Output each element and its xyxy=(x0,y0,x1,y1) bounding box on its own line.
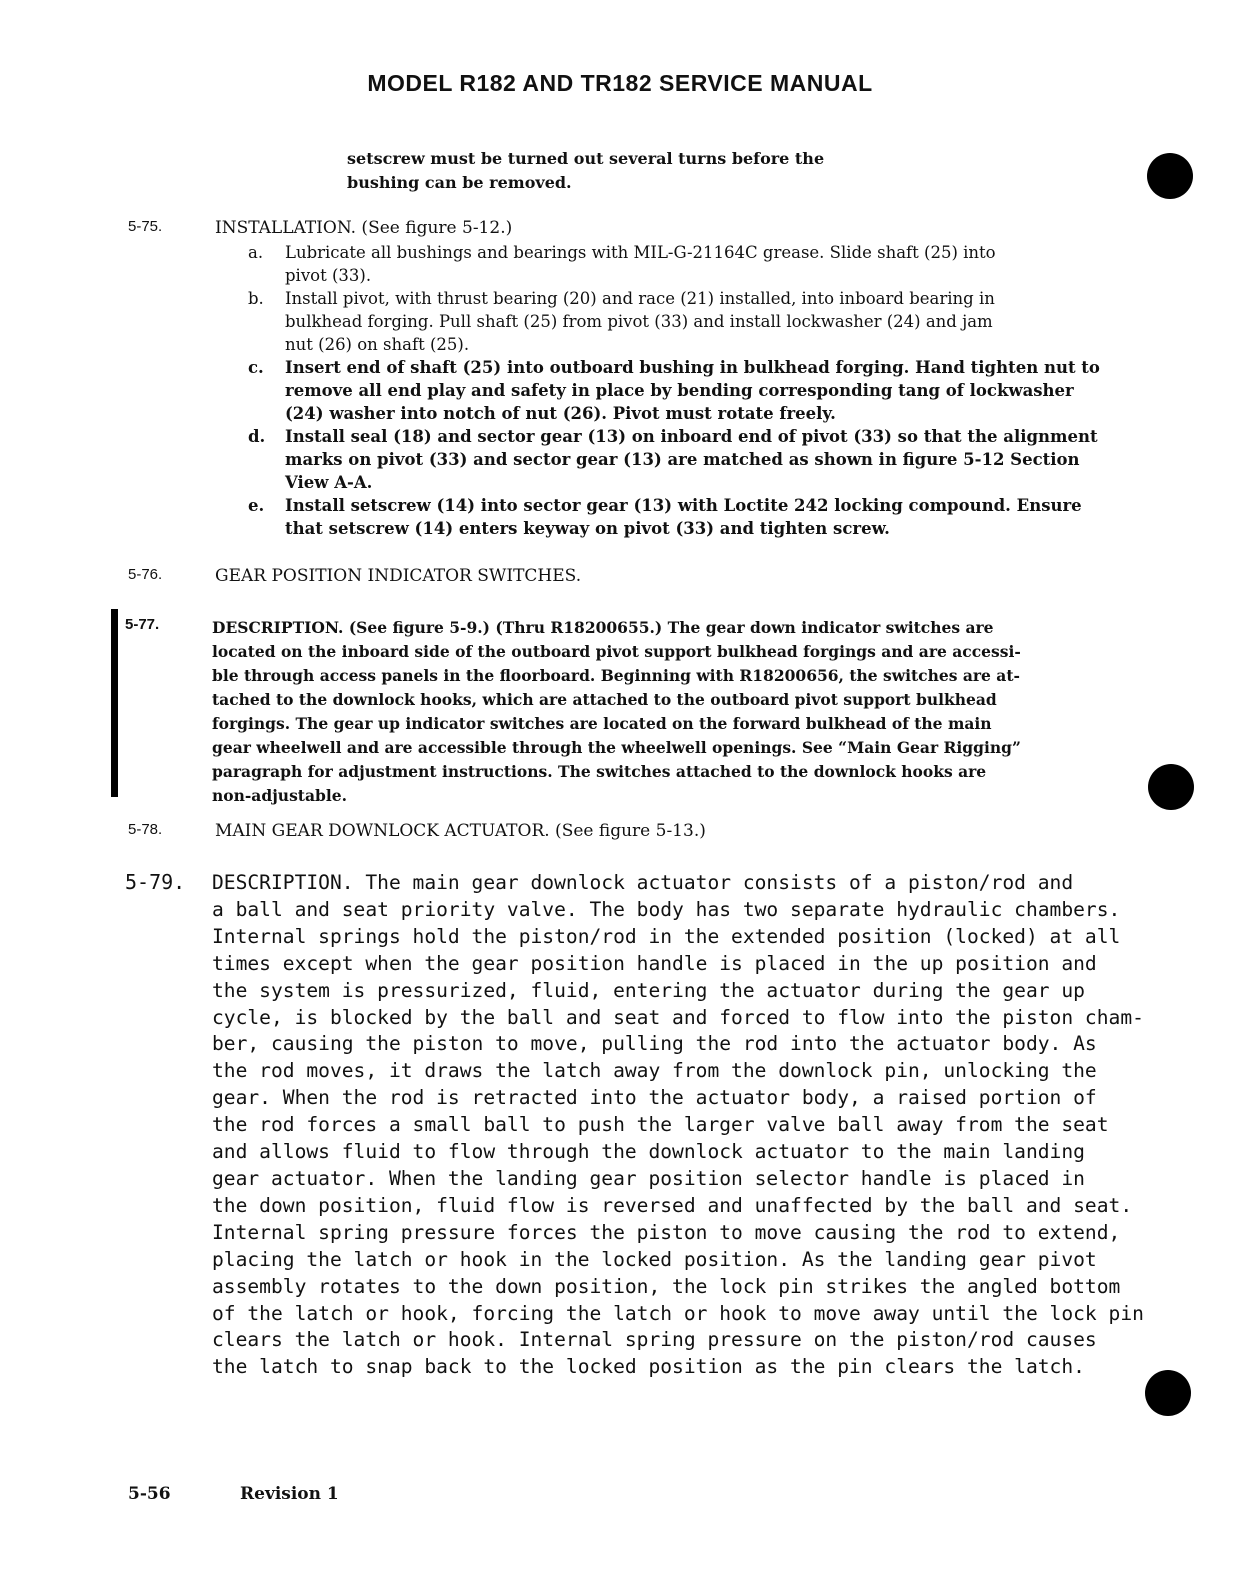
continuation-line: setscrew must be turned out several turns before the xyxy=(347,149,825,168)
section-heading: INSTALLATION. (See figure 5-12.) xyxy=(215,218,513,238)
page-hole-dot xyxy=(1145,1370,1191,1416)
text-line: located on the inboard side of the outboard pivot support bulkhead forgings and are accessi- xyxy=(212,642,1021,661)
step-letter: e. xyxy=(248,496,265,515)
step-item xyxy=(248,356,1128,425)
section-actuator-description xyxy=(125,870,1185,1390)
text-line: paragraph for adjustment instructions. The switches attached to the downlock hooks are xyxy=(212,762,987,781)
page-number: 5-56 xyxy=(128,1484,171,1504)
step-line: that setscrew (14) enters keyway on pivot (33) and tighten screw. xyxy=(285,519,890,538)
step-line: bulkhead forging. Pull shaft (25) from pivot (33) and install lockwasher (24) and jam xyxy=(285,312,993,331)
text-line: ber, causing the piston to move, pulling the rod into the actuator body. As xyxy=(212,1032,1097,1056)
page-hole-dot xyxy=(1148,764,1194,810)
paragraph-number: 5-79. xyxy=(125,870,186,894)
step-line: Lubricate all bushings and bearings with MIL-G-21164C grease. Slide shaft (25) into xyxy=(285,243,996,262)
installation-steps xyxy=(248,241,1128,540)
section-actuator xyxy=(128,821,1148,847)
text-line: DESCRIPTION. The main gear downlock actuator consists of a piston/rod and xyxy=(212,871,1074,894)
text-line: the rod forces a small ball to push the larger valve ball away from the seat xyxy=(212,1113,1109,1137)
section-switches xyxy=(128,566,1148,592)
step-line: Install seal (18) and sector gear (13) on inboard end of pivot (33) so that the alignment xyxy=(285,427,1098,446)
section-installation xyxy=(128,218,1148,548)
text-line: forgings. The gear up indicator switches are located on the forward bulkhead of the main xyxy=(212,714,992,733)
text-line: tached to the downlock hooks, which are attached to the outboard pivot support bulkhead xyxy=(212,690,997,709)
step-line: remove all end play and safety in place by bending corresponding tang of lockwasher xyxy=(285,381,1074,400)
text-line: the latch to snap back to the locked position as the pin clears the latch. xyxy=(212,1355,1085,1379)
step-line: (24) washer into notch of nut (26). Pivot must rotate freely. xyxy=(285,404,836,423)
text-line: the down position, fluid flow is reversed and unaffected by the ball and seat. xyxy=(212,1193,1133,1217)
text-line: clears the latch or hook. Internal spring pressure on the piston/rod causes xyxy=(212,1328,1097,1352)
revision-label: Revision 1 xyxy=(240,1484,339,1504)
text-line: gear wheelwell and are accessible through the wheelwell openings. See “Main Gear Rigging” xyxy=(212,738,1021,757)
step-line: pivot (33). xyxy=(285,266,372,285)
paragraph-number: 5-77. xyxy=(125,616,160,633)
section-heading: MAIN GEAR DOWNLOCK ACTUATOR. (See figure 5-13.) xyxy=(215,821,706,841)
actuator-description-text xyxy=(212,870,1172,1381)
revision-bar xyxy=(111,609,118,797)
section-heading: GEAR POSITION INDICATOR SWITCHES. xyxy=(215,566,582,586)
text-line: cycle, is blocked by the ball and seat and forced to flow into the piston cham- xyxy=(212,1005,1144,1029)
step-line: Insert end of shaft (25) into outboard bushing in bulkhead forging. Hand tighten nut to xyxy=(285,358,1100,377)
text-line: non-adjustable. xyxy=(212,786,347,805)
text-line: DESCRIPTION. (See figure 5-9.) (Thru R18200655.) The gear down indicator switches are xyxy=(212,618,994,637)
text-line: assembly rotates to the down position, the lock pin strikes the angled bottom xyxy=(212,1274,1121,1298)
step-letter: a. xyxy=(248,243,264,262)
step-line: marks on pivot (33) and sector gear (13) are matched as shown in figure 5-12 Section xyxy=(285,450,1080,469)
text-line: and allows fluid to flow through the downlock actuator to the main landing xyxy=(212,1140,1085,1164)
step-item xyxy=(248,425,1128,494)
text-line: of the latch or hook, forcing the latch or hook to move away until the lock pin xyxy=(212,1301,1144,1325)
step-item xyxy=(248,494,1128,540)
text-line: ble through access panels in the floorboard. Beginning with R18200656, the switches are at- xyxy=(212,666,1020,685)
page-hole-dot xyxy=(1147,153,1193,199)
text-line: the rod moves, it draws the latch away from the downlock pin, unlocking the xyxy=(212,1059,1097,1083)
paragraph-number: 5-76. xyxy=(128,566,163,583)
text-line: Internal spring pressure forces the piston to move causing the rod to extend, xyxy=(212,1220,1121,1244)
step-item xyxy=(248,287,1128,356)
step-item xyxy=(248,241,1128,287)
text-line: a ball and seat priority valve. The body has two separate hydraulic chambers. xyxy=(212,897,1121,921)
paragraph-number: 5-75. xyxy=(128,218,163,235)
text-line: the system is pressurized, fluid, entering the actuator during the gear up xyxy=(212,978,1085,1002)
step-line: nut (26) on shaft (25). xyxy=(285,335,470,354)
step-line: Install setscrew (14) into sector gear (13) with Loctite 242 locking compound. Ensure xyxy=(285,496,1082,515)
text-line: placing the latch or hook in the locked position. As the landing gear pivot xyxy=(212,1247,1097,1271)
paragraph-number: 5-78. xyxy=(128,821,163,838)
page-title: MODEL R182 AND TR182 SERVICE MANUAL xyxy=(367,70,873,96)
step-letter: c. xyxy=(248,358,264,377)
switch-description-text xyxy=(212,616,1156,808)
step-line: View A-A. xyxy=(285,473,373,492)
step-line: Install pivot, with thrust bearing (20) and race (21) installed, into inboard bearing in xyxy=(285,289,995,308)
text-line: gear. When the rod is retracted into the actuator body, a raised portion of xyxy=(212,1086,1097,1110)
step-letter: d. xyxy=(248,427,266,446)
text-line: times except when the gear position handle is placed in the up position and xyxy=(212,951,1097,975)
continuation-text xyxy=(347,147,927,195)
section-switch-description xyxy=(125,616,1165,812)
continuation-line: bushing can be removed. xyxy=(347,173,572,192)
step-letter: b. xyxy=(248,289,264,308)
text-line: Internal springs hold the piston/rod in the extended position (locked) at all xyxy=(212,924,1121,948)
text-line: gear actuator. When the landing gear position selector handle is placed in xyxy=(212,1166,1085,1190)
